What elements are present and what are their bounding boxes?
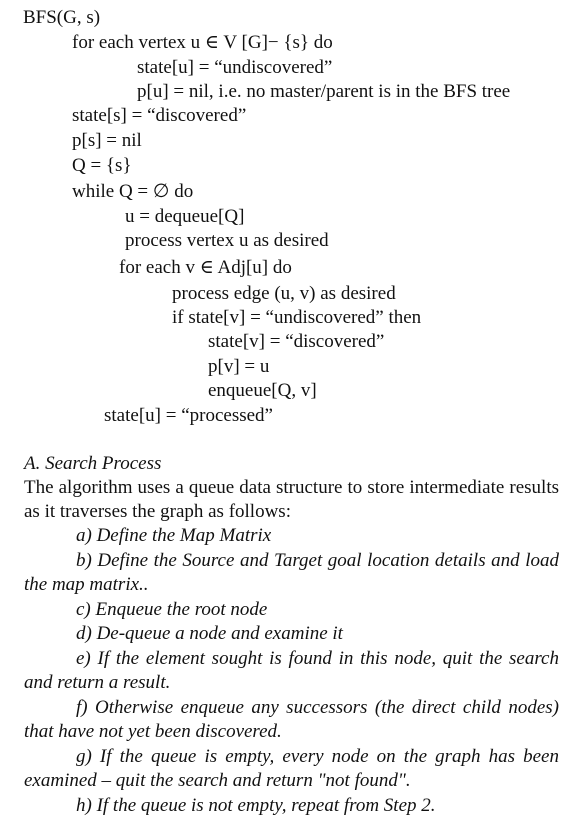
pseudocode-line: enqueue[Q, v]	[208, 380, 317, 401]
list-item: g) If the queue is empty, every node on the graph has been examined – quit the search and return "not found".	[24, 745, 559, 791]
pseudocode-line: u = dequeue[Q]	[125, 206, 245, 227]
pseudocode-line: state[s] = “discovered”	[72, 105, 247, 126]
search-steps-list	[24, 524, 559, 818]
list-item: c) Enqueue the root node	[76, 598, 268, 620]
pseudocode-line: process vertex u as desired	[125, 230, 329, 251]
list-item: h) If the queue is not empty, repeat from Step 2.	[76, 794, 436, 816]
pseudocode-line: state[u] = “processed”	[104, 405, 273, 426]
pseudocode-line: p[u] = nil, i.e. no master/parent is in the BFS tree	[137, 81, 511, 102]
pseudocode-line: if state[v] = “undiscovered” then	[172, 307, 422, 328]
list-item: b) Define the Source and Target goal location details and load the map matrix..	[24, 549, 559, 595]
pseudocode-line: Q = {s}	[72, 155, 132, 176]
pseudocode-line: for each v ∈ Adj[u] do	[119, 257, 292, 278]
pseudocode-line: state[v] = “discovered”	[208, 331, 385, 352]
pseudocode-line: while Q = ∅ do	[72, 181, 194, 202]
pseudocode-line: for each vertex u ∈ V [G]− {s} do	[72, 32, 333, 53]
list-item: a) Define the Map Matrix	[76, 525, 272, 546]
pseudocode-line: BFS(G, s)	[23, 7, 101, 28]
list-item: f) Otherwise enqueue any successors (the direct child nodes) that have not yet been discovered.	[24, 696, 559, 742]
list-item: e) If the element sought is found in this node, quit the search and return a result.	[24, 647, 559, 693]
pseudocode-line: p[v] = u	[208, 356, 270, 377]
pseudocode-line: process edge (u, v) as desired	[172, 283, 396, 304]
section-heading: A. Search Process	[24, 453, 162, 474]
pseudocode-line: p[s] = nil	[72, 130, 142, 151]
list-item: d) De-queue a node and examine it	[76, 623, 343, 644]
pseudocode-line: state[u] = “undiscovered”	[137, 57, 333, 78]
section-intro-paragraph: The algorithm uses a queue data structure to store intermediate results as it traverses the graph as follows:	[24, 477, 559, 522]
